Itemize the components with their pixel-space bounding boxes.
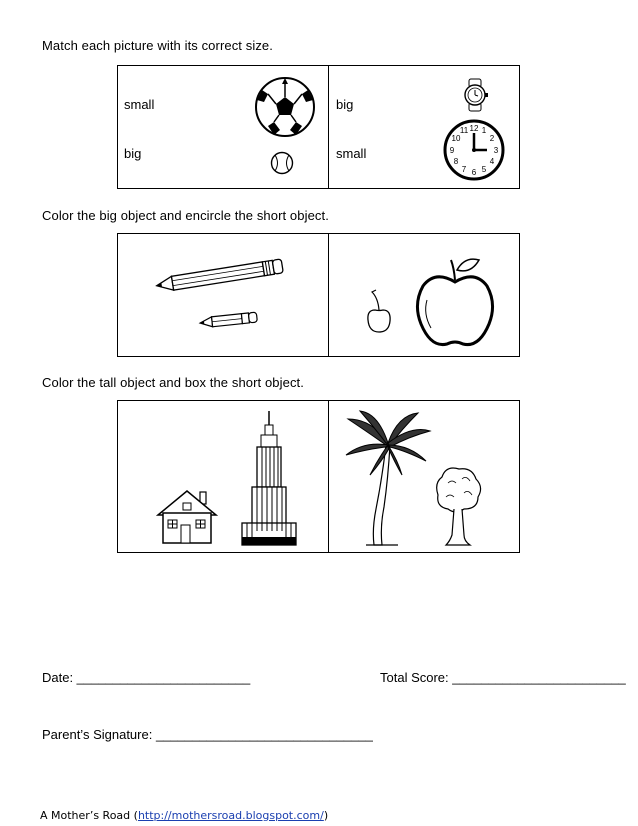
long-pencil-icon — [148, 256, 288, 296]
clock-number-11: 11 — [459, 126, 469, 135]
clock-number-9: 9 — [449, 146, 455, 155]
word-small-left: small — [124, 97, 155, 112]
footer-link[interactable]: http://mothersroad.blogspot.com/ — [137, 809, 324, 822]
apple-icon — [413, 252, 498, 352]
palm-tree-icon — [342, 409, 432, 549]
word-small-right: small — [336, 146, 367, 161]
wristwatch-icon — [461, 78, 489, 112]
skyscraper-icon — [240, 411, 298, 547]
box-divider — [328, 401, 329, 552]
tall-short-box — [117, 400, 520, 553]
footer-credit — [40, 809, 328, 822]
box-divider — [328, 66, 329, 188]
clock-number-2: 2 — [489, 134, 495, 143]
clock-number-8: 8 — [453, 157, 459, 166]
match-box — [117, 65, 520, 189]
clock-number-12: 12 — [469, 124, 479, 133]
soccer-ball-icon — [254, 76, 316, 138]
clock-number-6: 6 — [471, 168, 477, 177]
footer-suffix: ) — [323, 809, 329, 822]
cherry-icon — [362, 288, 396, 338]
footer-prefix: A Mother’s Road ( — [40, 809, 138, 822]
big-short-box — [117, 233, 520, 357]
clock-number-10: 10 — [451, 134, 461, 143]
short-pencil-icon — [196, 308, 262, 332]
word-big-left: big — [124, 146, 142, 161]
clock-number-5: 5 — [481, 165, 487, 174]
clock-number-1: 1 — [481, 126, 487, 135]
total-score-field[interactable]: Total Score: ________________________ — [380, 670, 626, 685]
word-big-right: big — [336, 97, 354, 112]
instruction-big-short: Color the big object and encircle the short object. — [42, 208, 329, 223]
house-icon — [156, 489, 218, 545]
instruction-tall-short: Color the tall object and box the short object. — [42, 375, 304, 390]
date-field[interactable]: Date: ________________________ — [42, 670, 251, 685]
parent-signature-field[interactable]: Parent’s Signature: ______________________________ — [42, 727, 373, 742]
clock-number-3: 3 — [493, 146, 499, 155]
baseball-icon — [270, 151, 294, 175]
box-divider — [328, 234, 329, 356]
small-tree-icon — [434, 463, 484, 549]
wall-clock-icon — [443, 119, 505, 181]
clock-number-7: 7 — [461, 165, 467, 174]
clock-number-4: 4 — [489, 157, 495, 166]
instruction-match: Match each picture with its correct size. — [42, 38, 273, 53]
